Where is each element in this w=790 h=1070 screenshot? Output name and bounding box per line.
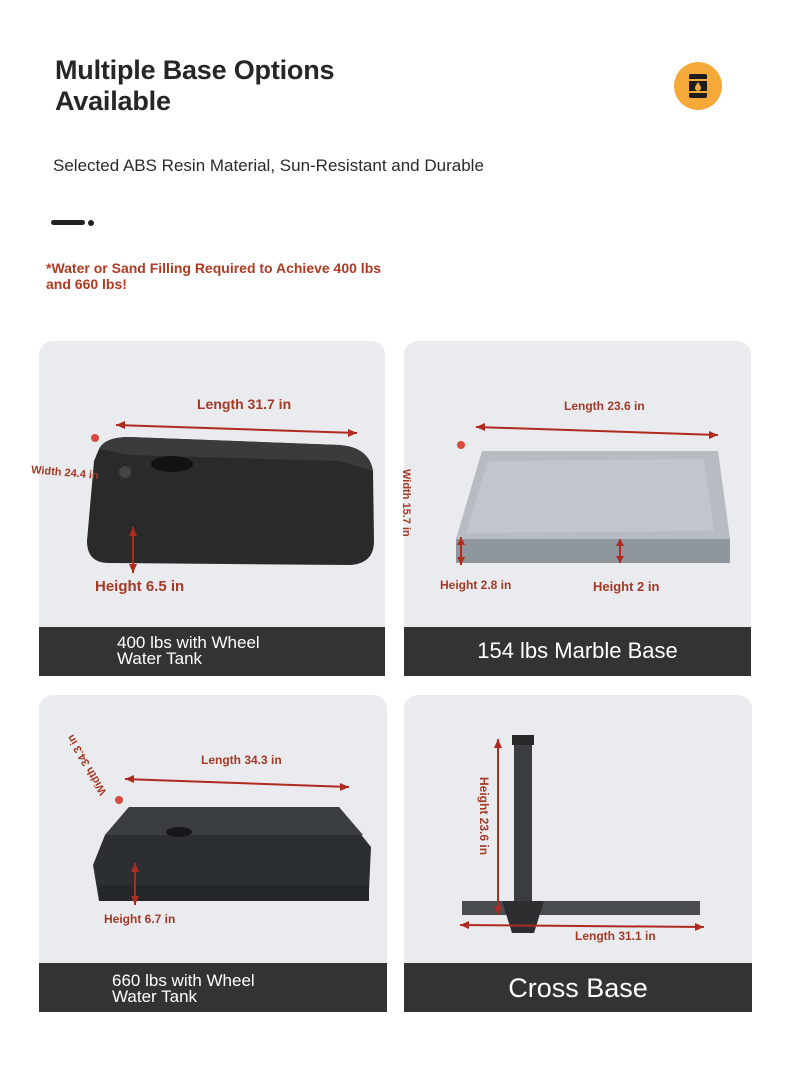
filling-note: *Water or Sand Filling Required to Achieve 400 lbs and 660 lbs! xyxy=(46,260,382,292)
card-caption-bar xyxy=(39,627,385,676)
caption-line-1: 400 lbs with Wheel xyxy=(117,633,260,652)
base-card-660lbs xyxy=(39,695,387,1012)
width-label: Width 15.7 in xyxy=(400,469,412,537)
length-label: Length 34.3 in xyxy=(201,753,282,767)
width-label: Width 34.3 in xyxy=(65,732,110,797)
height-label-front: Height 2.8 in xyxy=(440,578,512,592)
base-card-400lbs xyxy=(30,341,385,676)
length-label: Length 23.6 in xyxy=(564,399,645,413)
base-card-cross xyxy=(404,695,752,1012)
caption-label: Cross Base xyxy=(508,973,648,1003)
barrel-water-icon xyxy=(686,72,710,100)
divider-dash xyxy=(51,220,85,225)
water-tank-illustration xyxy=(39,341,385,631)
height-label-side: Height 2 in xyxy=(593,579,660,594)
height-label: Height 23.6 in xyxy=(477,777,491,856)
width-label: Width 24.4 in xyxy=(30,464,100,482)
length-label: Length 31.7 in xyxy=(197,396,292,412)
caption-line-2: Water Tank xyxy=(112,987,198,1006)
card-caption-bar xyxy=(39,963,387,1012)
page-subtitle: Selected ABS Resin Material, Sun-Resistant and Durable xyxy=(53,156,484,175)
caption-label: 154 lbs Marble Base xyxy=(477,638,678,663)
height-label: Height 6.5 in xyxy=(95,578,185,595)
feature-badge xyxy=(674,62,722,110)
height-label: Height 6.7 in xyxy=(104,912,176,926)
water-tank-illustration xyxy=(39,695,387,965)
card-caption-bar xyxy=(404,963,752,1012)
card-caption-bar xyxy=(404,627,751,676)
cross-base-illustration xyxy=(404,695,752,965)
length-label: Length 31.1 in xyxy=(575,929,656,943)
caption-line-2: Water Tank xyxy=(117,649,203,668)
base-card-marble xyxy=(400,341,751,676)
page-title: Multiple Base Options Available xyxy=(55,55,335,116)
divider-dot xyxy=(88,220,94,226)
caption-line-1: 660 lbs with Wheel xyxy=(112,971,255,990)
